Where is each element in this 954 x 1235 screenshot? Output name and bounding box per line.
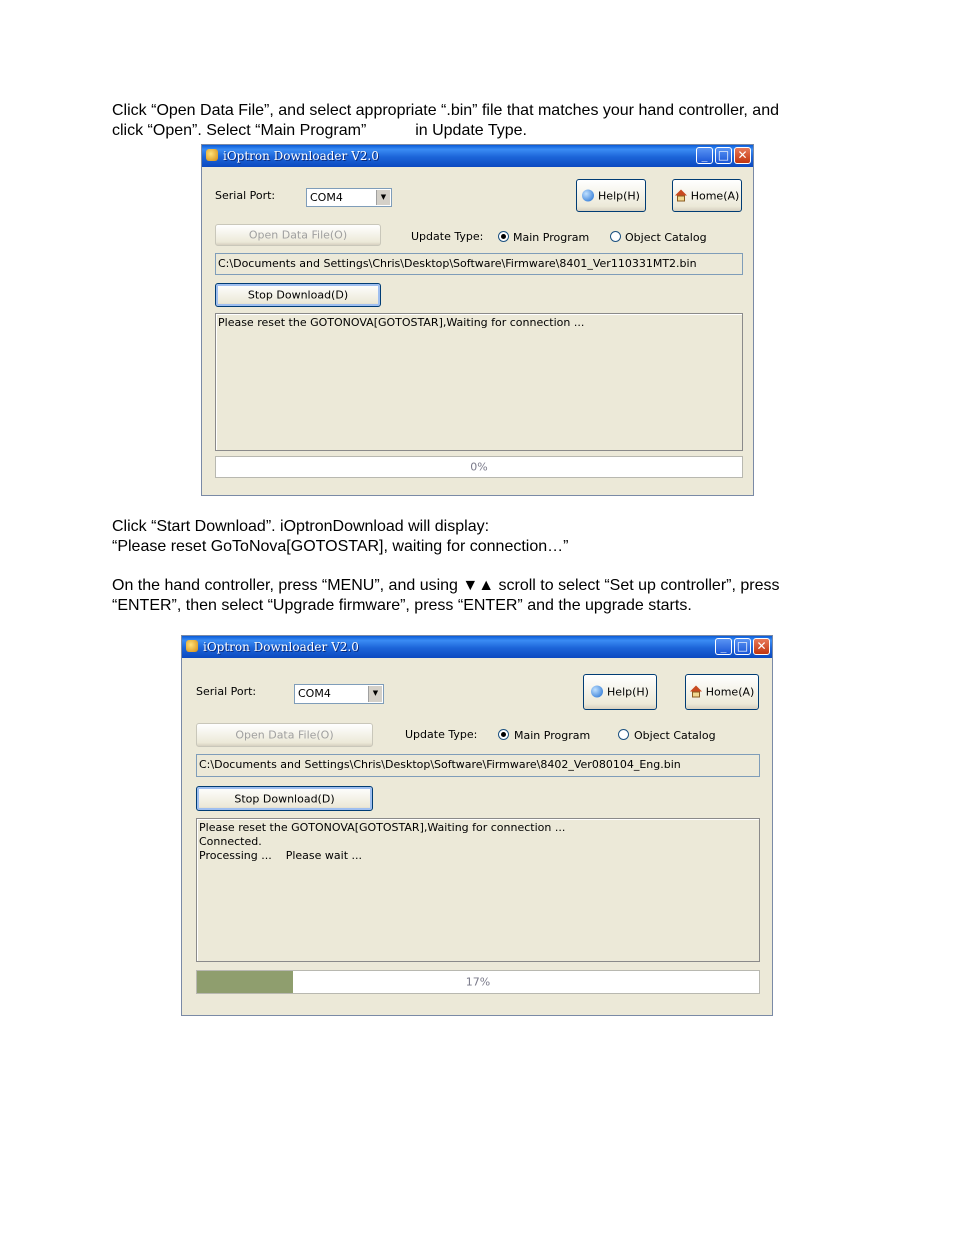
object-catalog-radio[interactable]	[618, 729, 629, 740]
log-line: Processing ... Please wait ...	[199, 849, 362, 862]
open-data-file-label: Open Data File(O)	[248, 228, 348, 242]
stop-download-label: Stop Download(D)	[247, 288, 349, 302]
serial-port-label: Serial Port:	[196, 685, 257, 698]
serial-port-select[interactable]	[294, 684, 384, 704]
main-program-radio[interactable]	[498, 231, 509, 242]
close-button[interactable]: ✕	[734, 147, 751, 164]
object-catalog-radio[interactable]	[610, 231, 621, 242]
file-path-value: C:\Documents and Settings\Chris\Desktop\Software\Firmware\8402_Ver080104_Eng.bin	[199, 758, 681, 771]
app-icon	[206, 149, 218, 161]
progress-text: 0%	[470, 460, 488, 474]
open-data-file-label: Open Data File(O)	[235, 728, 334, 742]
download-progress-bar	[215, 456, 743, 478]
window-title: iOptron Downloader V2.0	[223, 149, 379, 163]
title-bar[interactable]	[182, 636, 772, 658]
stop-download-label: Stop Download(D)	[234, 792, 335, 805]
home-label: Home(A)	[705, 685, 755, 699]
file-path-value: C:\Documents and Settings\Chris\Desktop\Software\Firmware\8401_Ver110331MT2.bin	[218, 257, 697, 270]
main-program-label: Main Program	[513, 231, 590, 244]
status-log	[196, 818, 760, 962]
log-line: Please reset the GOTONOVA[GOTOSTAR],Waiting for connection ...	[218, 316, 585, 329]
stop-download-button[interactable]	[196, 786, 373, 811]
stop-download-button[interactable]	[215, 283, 381, 307]
minimize-button[interactable]: _	[696, 147, 713, 164]
paragraph-line: “Please reset GoToNova[GOTOSTAR], waiting for connection…”	[112, 538, 569, 555]
downloader-window-1	[201, 144, 754, 496]
update-type-label: Update Type:	[405, 728, 478, 741]
file-path-field[interactable]	[215, 253, 743, 275]
main-program-label: Main Program	[514, 729, 591, 742]
maximize-button[interactable]: □	[734, 638, 751, 655]
home-button[interactable]	[685, 674, 759, 710]
close-button[interactable]: ✕	[753, 638, 770, 655]
help-button[interactable]	[583, 674, 657, 710]
log-line: Please reset the GOTONOVA[GOTOSTAR],Waiting for connection ...	[199, 821, 566, 834]
object-catalog-label: Object Catalog	[634, 729, 716, 742]
help-label: Help(H)	[607, 685, 649, 699]
help-label: Help(H)	[598, 189, 640, 202]
help-icon	[582, 189, 594, 201]
chevron-down-icon[interactable]: ▼	[376, 190, 390, 205]
instruction-paragraph-2	[112, 517, 872, 557]
main-program-radio[interactable]	[498, 729, 509, 740]
serial-port-value: COM4	[310, 191, 343, 204]
app-icon	[186, 640, 198, 652]
paragraph-line: “ENTER”, then select “Upgrade firmware”, press “ENTER” and the upgrade starts.	[112, 597, 692, 614]
object-catalog-label: Object Catalog	[625, 231, 707, 244]
home-label: Home(A)	[690, 189, 740, 202]
update-type-label: Update Type:	[411, 230, 484, 243]
download-progress-bar	[196, 970, 760, 994]
help-button[interactable]	[576, 179, 646, 212]
title-bar[interactable]	[202, 145, 753, 167]
chevron-down-icon[interactable]: ▼	[368, 686, 382, 702]
open-data-file-button[interactable]	[196, 723, 373, 747]
instruction-paragraph-3	[112, 576, 872, 616]
paragraph-line: On the hand controller, press “MENU”, and using ▼▲ scroll to select “Set up controller”, press	[112, 577, 780, 594]
log-line: Connected.	[199, 835, 262, 848]
status-log	[215, 313, 743, 451]
file-path-field[interactable]	[196, 754, 760, 777]
open-data-file-button[interactable]	[215, 224, 381, 246]
serial-port-label: Serial Port:	[215, 189, 276, 202]
progress-text: 17%	[465, 975, 491, 989]
paragraph-line: click “Open”. Select “Main Program” in Update Type.	[112, 122, 527, 139]
instruction-paragraph-1	[112, 101, 872, 141]
downloader-window-2	[181, 635, 773, 1016]
home-icon	[675, 189, 687, 201]
serial-port-value: COM4	[298, 687, 331, 700]
paragraph-line: Click “Start Download”. iOptronDownload will display:	[112, 518, 490, 535]
serial-port-select[interactable]	[306, 188, 392, 207]
home-icon	[690, 686, 702, 698]
home-button[interactable]	[672, 179, 742, 212]
paragraph-line: Click “Open Data File”, and select appropriate “.bin” file that matches your hand controller, and	[112, 102, 779, 119]
maximize-button[interactable]: □	[715, 147, 732, 164]
minimize-button[interactable]: _	[715, 638, 732, 655]
window-title: iOptron Downloader V2.0	[203, 640, 359, 654]
help-icon	[591, 686, 603, 698]
